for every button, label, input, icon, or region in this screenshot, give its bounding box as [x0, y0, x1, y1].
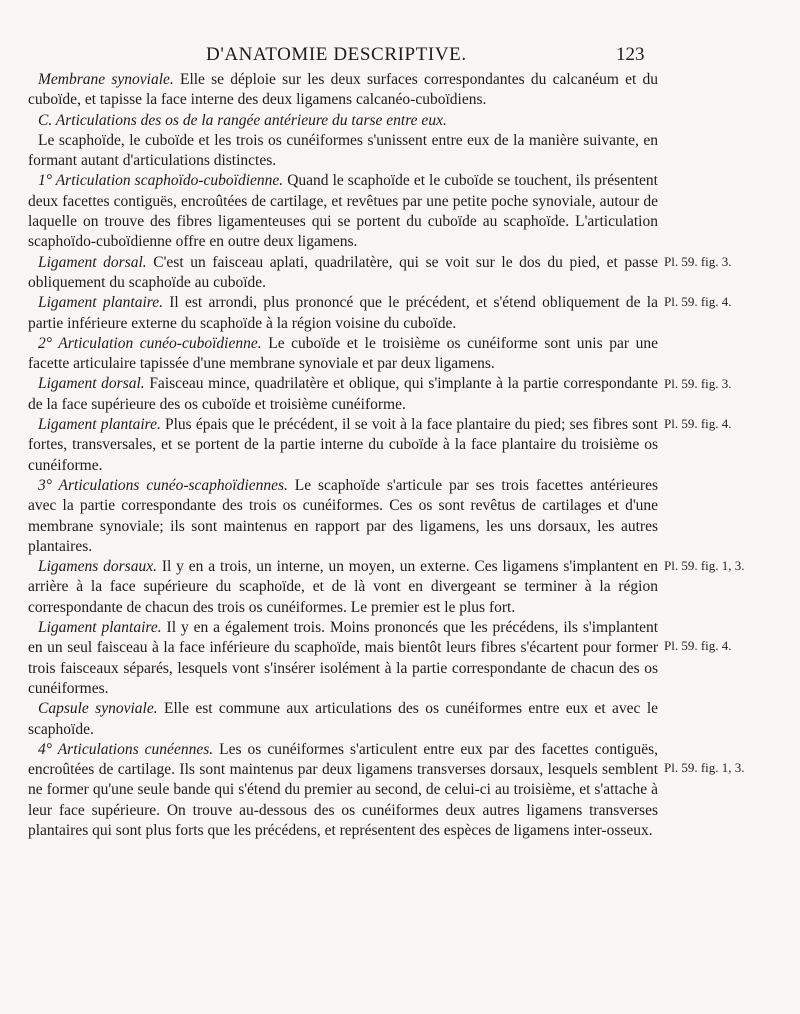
paragraph-text: Il y en a trois, un interne, un moyen, un externe. Ces ligamens s'implantent en arrière à la face supérieure du scaphoïde, et de là vont en divergeant se terminer à la région correspondante de chacun des trois os cunéiformes. Le premier est le plus fort.: [28, 558, 658, 616]
paragraph-text: Le scaphoïde, le cuboïde et les trois os cunéiformes s'unissent entre eux de la manière suivante, en formant autant d'articulations distinctes.: [28, 131, 658, 170]
paragraph-text: Le scaphoïde s'articule par ses trois facettes antérieures avec la partie correspondante des trois os cunéiformes. Ces os sont revêtus de cartilages et d'une membrane synoviale; ils sont maintenus en rapport par des ligamens, les uns dorsaux, les autres plantaires.: [28, 476, 658, 555]
paragraph-lead: C. Articulations des os de la rangée antérieure du tarse entre eux.: [38, 111, 447, 129]
paragraph-text: Plus épais que le précédent, il se voit à la face plantaire du pied; ses fibres sont fortes, transversales, et se portent de la partie interne du cuboïde à la face plantaire du troisième os cunéiforme.: [28, 416, 658, 474]
paragraph: [28, 131, 658, 172]
paragraph-text: Il y en a également trois. Moins prononcés que les précédens, ils s'implantent en un seul faisceau à la face inférieure du scaphoïde, mais bientôt leurs fibres s'écartent pour former trois faisceaux séparés, lesquels vont s'insérer isolément à la partie correspondante de chacun des os cunéiformes.: [28, 619, 659, 697]
margin-reference: Pl. 59. fig. 3.: [664, 254, 732, 269]
paragraph: [28, 253, 658, 294]
paragraph: [28, 415, 658, 476]
margin-reference: Pl. 59. fig. 4.: [664, 294, 732, 309]
paragraph: [28, 70, 658, 111]
paragraph-text: Les os cunéiformes s'articulent entre eux par des facettes contiguës, encroûtées de cartilage. Ils sont maintenus par deux ligamens transverses dorsaux, lesquels semblent ne former qu'une seule bande qui s'étend du premier au second, de celui-ci au troisième, et s'attache à leur face supérieure. On trouve au-dessous des os cunéiformes deux autres ligamens transverses plantaires qui sont plus forts que les précédens, et représentent des espèces de ligamens inter-osseux.: [28, 740, 658, 839]
paragraph-lead: 2° Articulation cunéo-cuboïdienne.: [38, 334, 262, 352]
paragraph-lead: Ligament dorsal.: [38, 253, 147, 271]
paragraph-lead: 3° Articulations cunéo-scaphoïdiennes.: [38, 476, 288, 494]
section-heading: [28, 111, 658, 131]
margin-reference: Pl. 59. fig. 1, 3.: [664, 760, 745, 775]
page-number: 123: [616, 44, 645, 65]
margin-reference: Pl. 59. fig. 3.: [664, 376, 732, 391]
paragraph-lead: Ligamens dorsaux.: [38, 558, 157, 576]
paragraph: [28, 334, 658, 375]
paragraph-text: C'est un faisceau aplati, quadrilatère, qui se voit sur le dos du pied, et passe obliquement du scaphoïde au cuboïde.: [28, 253, 658, 291]
paragraph-text: Elle est commune aux articulations des os cunéiformes entre eux et avec le scaphoïde.: [28, 700, 659, 738]
paragraph-text: Le cuboïde et le troisième os cunéiforme sont unis par une facette articulaire tapissée d'une membrane synoviale et par deux ligamens.: [28, 334, 658, 373]
paragraph: [28, 618, 658, 699]
paragraph: [28, 374, 658, 415]
margin-reference: Pl. 59. fig. 1, 3.: [664, 558, 745, 573]
paragraph-lead: Ligament dorsal.: [38, 375, 145, 393]
paragraph-text: Faisceau mince, quadrilatère et oblique, qui s'implante à la partie correspondante de la face supérieure des os cuboïde et troisième cunéiforme.: [28, 375, 658, 413]
paragraph-lead: 1° Articulation scaphoïdo-cuboïdienne.: [38, 172, 284, 190]
paragraph-text: Quand le scaphoïde et le cuboïde se touchent, ils présentent deux facettes contiguës, encroûtées de cartilage, et revêtues par une petite poche synoviale, autour de laquelle on trouve des fibres ligamenteuses qui se portent du cuboïde au scaphoïde. L'articulation scaphoïdo-cuboïdienne offre en outre deux ligamens.: [28, 172, 658, 251]
paragraph-text: Elle se déploie sur les deux surfaces correspondantes du calcanéum et du cuboïde, et tapisse la face interne des deux ligamens calcanéo-cuboïdiens.: [28, 71, 658, 109]
margin-reference: Pl. 59. fig. 4.: [664, 416, 732, 431]
paragraph-text: Il est arrondi, plus prononcé que le précédent, et s'étend obliquement de la partie inférieure externe du scaphoïde à la région voisine du cuboïde.: [28, 294, 658, 332]
paragraph: [28, 476, 658, 557]
paragraph: [28, 293, 658, 334]
margin-reference: Pl. 59. fig. 4.: [664, 638, 732, 653]
paragraph-lead: Ligament plantaire.: [38, 416, 161, 434]
paragraph-lead: Ligament plantaire.: [38, 294, 163, 312]
paragraph: [28, 740, 658, 841]
paragraph-lead: Ligament plantaire.: [38, 619, 162, 637]
paragraph: [28, 557, 658, 618]
running-head: [0, 44, 800, 68]
paragraph: [28, 171, 658, 252]
paragraph-lead: 4° Articulations cunéennes.: [38, 740, 214, 758]
paragraph-lead: Capsule synoviale.: [38, 700, 158, 718]
paragraph: [28, 699, 658, 740]
body-text: [28, 70, 658, 841]
paragraph-lead: Membrane synoviale.: [38, 71, 174, 88]
running-title: D'ANATOMIE DESCRIPTIVE.: [206, 44, 467, 65]
